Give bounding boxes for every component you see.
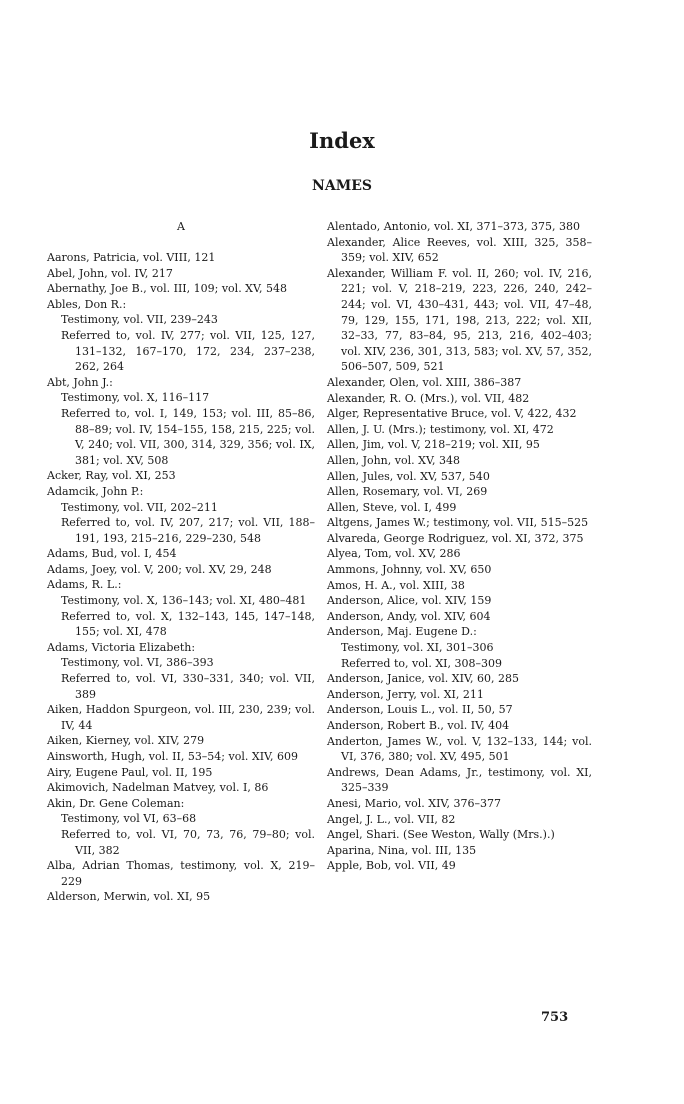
- index-entry: Abel, John, vol. IV, 217: [47, 266, 173, 280]
- index-entry: Aiken, Kierney, vol. XIV, 279: [47, 734, 205, 748]
- index-subentry: Testimony, vol. X, 136–143; vol. XI, 480–481: [61, 594, 307, 608]
- page-number: 753: [541, 1010, 569, 1025]
- index-entry: Allen, John, vol. XV, 348: [327, 453, 460, 467]
- index-entry: Alexander, R. O. (Mrs.), vol. VII, 482: [327, 391, 530, 405]
- index-entry: Abernathy, Joe B., vol. III, 109; vol. XV, 548: [47, 282, 288, 296]
- index-entry: Acker, Ray, vol. XI, 253: [47, 469, 176, 483]
- index-entry: Alyea, Tom, vol. XV, 286: [327, 547, 461, 561]
- index-entry: Alderson, Merwin, vol. XI, 95: [47, 890, 211, 904]
- index-entry: Adams, Joey, vol. V, 200; vol. XV, 29, 248: [47, 562, 272, 576]
- index-subentry: Testimony, vol. VI, 386–393: [61, 656, 214, 670]
- index-entry: Anderson, Robert B., vol. IV, 404: [327, 719, 510, 732]
- index-entry: Alentado, Antonio, vol. XI, 371–373, 375, 380: [327, 220, 580, 233]
- letter-heading: A: [177, 220, 185, 233]
- index-entry: Aparina, Nina, vol. III, 135: [327, 843, 477, 857]
- index-entry: Angel, Shari. (See Weston, Wally (Mrs.).): [327, 828, 555, 842]
- index-entry: Amos, H. A., vol. XIII, 38: [327, 578, 465, 592]
- index-subentry: Referred to, vol. VI, 330–331, 340; vol. VII, 389: [61, 672, 315, 701]
- page-title: Index: [309, 128, 375, 153]
- index-entry: Anderton, James W., vol. V, 132–133, 144; vol. VI, 376, 380; vol. XV, 495, 501: [327, 734, 592, 764]
- index-subentry: Testimony, vol VI, 63–68: [61, 812, 197, 826]
- index-subentry: Referred to, vol. IV, 207, 217; vol. VII, 188–191, 193, 215–216, 229–230, 548: [61, 516, 315, 545]
- index-subentry: Testimony, vol. VII, 239–243: [61, 313, 218, 327]
- index-entry: Alvareda, George Rodriguez, vol. XI, 372, 375: [327, 531, 584, 545]
- index-entry: Anderson, Louis L., vol. II, 50, 57: [327, 703, 513, 717]
- index-entry: Alexander, William F. vol. II, 260; vol. IV, 216, 221; vol. V, 218–219, 223, 226, 240, 242–244; vol. VI, 430–431, 443; vol. VII, 47–48, 79, 129, 155, 171, 198, 213, 222; vol. XII, 32–33, 77, 83–84, 95, 213, 216, 402–403; vol. XIV, 236, 301, 313, 583; vol. XV, 57, 352, 506–507, 509, 521: [327, 266, 592, 374]
- index-column-left: [47, 219, 315, 905]
- index-entry: Airy, Eugene Paul, vol. II, 195: [47, 765, 213, 779]
- index-entry: Ammons, Johnny, vol. XV, 650: [327, 563, 492, 577]
- index-entry: Abt, John J.:: [47, 375, 113, 389]
- index-subentry: Referred to, vol. X, 132–143, 145, 147–148, 155; vol. XI, 478: [61, 609, 315, 639]
- section-title: NAMES: [312, 178, 372, 194]
- index-entry: Allen, Steve, vol. I, 499: [327, 500, 457, 514]
- index-entry: Alexander, Alice Reeves, vol. XIII, 325, 358–359; vol. XIV, 652: [327, 235, 592, 265]
- index-subentry: Referred to, vol. I, 149, 153; vol. III, 85–86, 88–89; vol. IV, 154–155, 158, 215, 225; vol. V, 240; vol. VII, 300, 314, 329, 356; vol. IX, 381; vol. XV, 508: [61, 406, 315, 467]
- index-entry: Adams, Victoria Elizabeth:: [47, 640, 196, 654]
- index-entry: Ainsworth, Hugh, vol. II, 53–54; vol. XIV, 609: [47, 750, 299, 763]
- index-subentry: Referred to, vol. XI, 308–309: [341, 656, 502, 670]
- index-entry: Anderson, Maj. Eugene D.:: [327, 625, 477, 639]
- index-entry: Adams, Bud, vol. I, 454: [47, 547, 177, 561]
- index-entry: Aarons, Patricia, vol. VIII, 121: [47, 251, 216, 264]
- index-column-right: [327, 219, 592, 874]
- index-entry: Akimovich, Nadelman Matvey, vol. I, 86: [47, 781, 269, 795]
- index-entry: Altgens, James W.; testimony, vol. VII, 515–525: [327, 516, 589, 530]
- index-entry: Apple, Bob, vol. VII, 49: [327, 859, 456, 873]
- index-entry: Alba, Adrian Thomas, testimony, vol. X, 219–229: [47, 859, 315, 888]
- index-entry: Alexander, Olen, vol. XIII, 386–387: [327, 375, 522, 389]
- index-subentry: Testimony, vol. VII, 202–211: [61, 500, 218, 514]
- index-entry: Anesi, Mario, vol. XIV, 376–377: [327, 796, 501, 810]
- index-subentry: Referred to, vol. IV, 277; vol. VII, 125, 127, 131–132, 167–170, 172, 234, 237–238, 262, 264: [61, 328, 315, 374]
- index-entry: Anderson, Andy, vol. XIV, 604: [327, 609, 491, 623]
- index-entry: Alger, Representative Bruce, vol. V, 422, 432: [327, 407, 577, 421]
- index-entry: Andrews, Dean Adams, Jr., testimony, vol. XI, 325–339: [327, 765, 592, 795]
- index-subentry: Testimony, vol. XI, 301–306: [341, 641, 494, 655]
- index-subentry: Referred to, vol. VI, 70, 73, 76, 79–80; vol. VII, 382: [61, 827, 315, 857]
- index-entry: Akin, Dr. Gene Coleman:: [47, 796, 185, 810]
- index-entry: Allen, Jim, vol. V, 218–219; vol. XII, 95: [327, 438, 540, 452]
- index-entry: Allen, Rosemary, vol. VI, 269: [327, 485, 488, 499]
- index-entry: Anderson, Jerry, vol. XI, 211: [327, 687, 484, 701]
- index-entry: Allen, Jules, vol. XV, 537, 540: [327, 469, 490, 483]
- index-entry: Allen, J. U. (Mrs.); testimony, vol. XI, 472: [327, 422, 554, 436]
- index-entry: Aiken, Haddon Spurgeon, vol. III, 230, 239; vol. IV, 44: [47, 703, 315, 732]
- index-entry: Adamcik, John P.:: [47, 484, 144, 498]
- index-entry: Angel, J. L., vol. VII, 82: [327, 812, 456, 826]
- index-entry: Adams, R. L.:: [47, 578, 122, 592]
- index-entry: Ables, Don R.:: [47, 297, 127, 311]
- index-subentry: Testimony, vol. X, 116–117: [61, 391, 210, 405]
- index-entry: Anderson, Alice, vol. XIV, 159: [327, 594, 492, 608]
- index-entry: Anderson, Janice, vol. XIV, 60, 285: [327, 672, 519, 686]
